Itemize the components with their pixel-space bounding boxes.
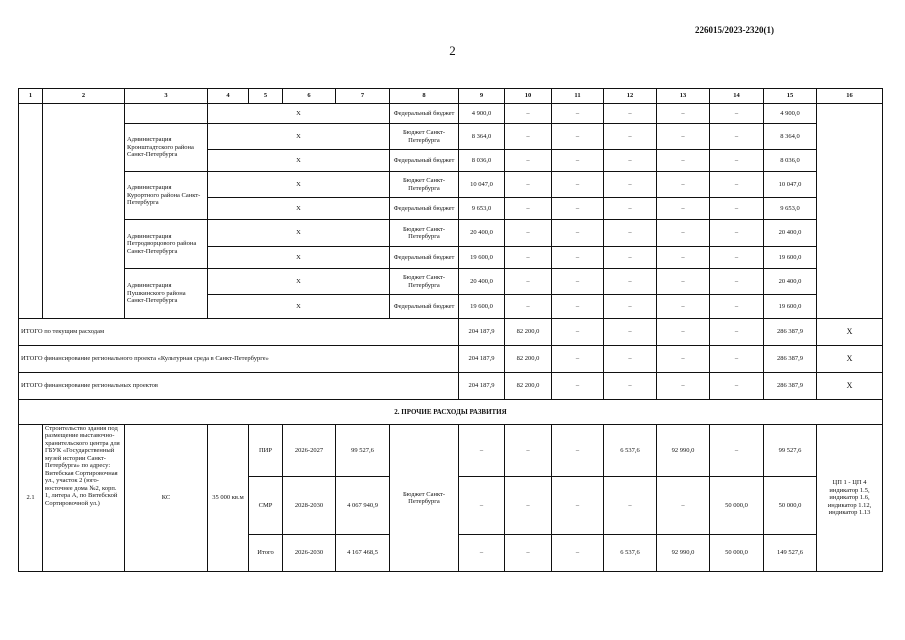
cell-value: 4 900,0	[459, 104, 505, 124]
cell-value: 6 537,6	[604, 535, 657, 572]
cell-dash: –	[505, 172, 552, 198]
cell-x: Х	[208, 124, 390, 150]
cell-x: Х	[208, 172, 390, 198]
cell-value: 82 200,0	[505, 373, 552, 400]
cell-value: 19 600,0	[764, 247, 817, 269]
cell-dash: –	[657, 220, 710, 247]
table-row	[19, 172, 883, 198]
cell-stage: ПИР	[249, 425, 283, 477]
cell-admin-name: Администрация Пушкинского района Санкт-Петербурга	[125, 269, 208, 319]
cell-budget: Федеральный бюджет	[390, 198, 459, 220]
col-header: 16	[817, 89, 883, 104]
cell-x: Х	[208, 198, 390, 220]
col-header: 13	[657, 89, 710, 104]
col-header: 1	[19, 89, 43, 104]
cell-dash: –	[552, 477, 604, 535]
cell-years: 2026-2030	[283, 535, 336, 572]
cell-stage: СМР	[249, 477, 283, 535]
cell-dash: –	[710, 319, 764, 346]
cell-dash: –	[710, 198, 764, 220]
cell-stage: Итого	[249, 535, 283, 572]
cell-dash: –	[505, 220, 552, 247]
cell-empty	[817, 104, 883, 319]
cell-x: Х	[208, 104, 390, 124]
section-title: 2. ПРОЧИЕ РАСХОДЫ РАЗВИТИЯ	[19, 400, 883, 425]
cell-dash: –	[604, 373, 657, 400]
cell-value: 286 387,9	[764, 346, 817, 373]
cell-item-capacity: 35 000 кв.м	[208, 425, 249, 572]
col-header: 12	[604, 89, 657, 104]
cell-dash: –	[505, 150, 552, 172]
cell-dash: –	[657, 346, 710, 373]
cell-dash: –	[710, 373, 764, 400]
total-label: ИТОГО финансирование региональных проектов	[19, 373, 459, 400]
cell-dash: –	[552, 124, 604, 150]
cell-value: 4 167 468,5	[336, 535, 390, 572]
cell-value: 82 200,0	[505, 346, 552, 373]
cell-dash: –	[604, 247, 657, 269]
cell-dash: –	[505, 535, 552, 572]
cell-value: 4 067 940,9	[336, 477, 390, 535]
cell-dash: –	[710, 346, 764, 373]
table-row	[19, 104, 883, 124]
cell-value: 10 047,0	[764, 172, 817, 198]
cell-value: 20 400,0	[764, 220, 817, 247]
cell-dash: –	[657, 198, 710, 220]
cell-item-number: 2.1	[19, 425, 43, 572]
cell-budget: Федеральный бюджет	[390, 295, 459, 319]
cell-value: 19 600,0	[459, 295, 505, 319]
cell-dash: –	[710, 124, 764, 150]
cell-dash: –	[552, 269, 604, 295]
cell-x: Х	[208, 150, 390, 172]
cell-years: 2028-2030	[283, 477, 336, 535]
table-row	[19, 220, 883, 247]
col-header: 10	[505, 89, 552, 104]
cell-dash: –	[552, 172, 604, 198]
cell-dash: –	[657, 124, 710, 150]
cell-dash: –	[657, 269, 710, 295]
cell-dash: –	[604, 295, 657, 319]
cell-budget: Бюджет Санкт-Петербурга	[390, 220, 459, 247]
cell-dash: –	[604, 269, 657, 295]
cell-dash: –	[657, 295, 710, 319]
cell-value: 20 400,0	[459, 269, 505, 295]
column-numbers-row	[19, 89, 883, 104]
total-row	[19, 346, 883, 373]
cell-value: 149 527,6	[764, 535, 817, 572]
cell-dash: –	[552, 220, 604, 247]
total-label: ИТОГО по текущим расходам	[19, 319, 459, 346]
col-header: 8	[390, 89, 459, 104]
cell-dash: –	[459, 425, 505, 477]
cell-dash: –	[657, 172, 710, 198]
cell-value: 82 200,0	[505, 319, 552, 346]
cell-dash: –	[552, 104, 604, 124]
cell-dash: –	[505, 104, 552, 124]
cell-dash: –	[552, 535, 604, 572]
cell-dash: –	[552, 295, 604, 319]
col-header: 5	[249, 89, 283, 104]
cell-dash: –	[552, 346, 604, 373]
cell-dash: –	[604, 198, 657, 220]
cell-value: 92 990,0	[657, 425, 710, 477]
table-row	[19, 124, 883, 150]
cell-value: 4 900,0	[764, 104, 817, 124]
cell-value: 8 036,0	[764, 150, 817, 172]
cell-value: –	[710, 425, 764, 477]
cell-value: 204 187,9	[459, 319, 505, 346]
cell-value: 19 600,0	[459, 247, 505, 269]
cell-budget: Федеральный бюджет	[390, 150, 459, 172]
cell-budget: Федеральный бюджет	[390, 104, 459, 124]
cell-admin-name: Администрация Петродворцового района Санкт-Петербурга	[125, 220, 208, 269]
table-row	[19, 269, 883, 295]
cell-x: Х	[208, 220, 390, 247]
cell-dash: –	[710, 247, 764, 269]
cell-value: 204 187,9	[459, 346, 505, 373]
cell-dash: –	[505, 247, 552, 269]
cell-dash: –	[657, 373, 710, 400]
table-row	[19, 425, 883, 477]
cell-dash: –	[604, 220, 657, 247]
cell-value: 9 653,0	[764, 198, 817, 220]
total-row	[19, 373, 883, 400]
cell-value: 20 400,0	[459, 220, 505, 247]
cell-empty	[19, 104, 43, 319]
cell-value: 8 364,0	[459, 124, 505, 150]
cell-value: 50 000,0	[710, 535, 764, 572]
cell-dash: –	[505, 124, 552, 150]
cell-dash: –	[657, 104, 710, 124]
cell-dash: –	[552, 425, 604, 477]
cell-value: 8 036,0	[459, 150, 505, 172]
cell-years: 2026-2027	[283, 425, 336, 477]
cell-value: 19 600,0	[764, 295, 817, 319]
cell-dash: –	[552, 247, 604, 269]
cell-value: 20 400,0	[764, 269, 817, 295]
cell-value: 6 537,6	[604, 425, 657, 477]
cell-dash: –	[657, 150, 710, 172]
cell-dash: –	[604, 150, 657, 172]
cell-dash: –	[604, 172, 657, 198]
cell-dash: –	[552, 198, 604, 220]
cell-item-name: Строительство здания под размещение выставочно-хранительского центра для ГБУК «Государственный музей истории Санкт-Петербурга» по адресу: Витебская Сортировочная ул., участок 2 (юго-восточнее дома №2, корп. 1, литера А, по Витебской Сортировочной ул.)	[43, 425, 125, 572]
cell-budget: Бюджет Санкт-Петербурга	[390, 172, 459, 198]
cell-value: 50 000,0	[764, 477, 817, 535]
col-header: 15	[764, 89, 817, 104]
col-header: 4	[208, 89, 249, 104]
cell-value: 50 000,0	[710, 477, 764, 535]
cell-admin-name: Администрация Курортного района Санкт-Петербурга	[125, 172, 208, 220]
cell-x: Х	[817, 346, 883, 373]
cell-item-kind: КС	[125, 425, 208, 572]
section-row	[19, 400, 883, 425]
total-label: ИТОГО финансирование регионального проекта «Культурная среда в Санкт-Петербурге»	[19, 346, 459, 373]
cell-dash: –	[604, 319, 657, 346]
cell-budget: Федеральный бюджет	[390, 247, 459, 269]
cell-value: 92 990,0	[657, 535, 710, 572]
cell-dash: –	[505, 198, 552, 220]
cell-x: Х	[208, 247, 390, 269]
cell-budget: Бюджет Санкт-Петербурга	[390, 269, 459, 295]
cell-dash: –	[552, 150, 604, 172]
cell-value: 204 187,9	[459, 373, 505, 400]
cell-indicators: ЦП 1 - ЦП 4 индикатор 1.5, индикатор 1.6, индикатор 1.12, индикатор 1.13	[817, 425, 883, 572]
cell-value: 8 364,0	[764, 124, 817, 150]
cell-value: –	[604, 477, 657, 535]
cell-empty	[43, 104, 125, 319]
budget-table	[18, 88, 883, 572]
cell-dash: –	[710, 172, 764, 198]
cell-dash: –	[459, 535, 505, 572]
col-header: 11	[552, 89, 604, 104]
col-header: 6	[283, 89, 336, 104]
cell-dash: –	[604, 124, 657, 150]
cell-dash: –	[710, 269, 764, 295]
cell-budget: Бюджет Санкт-Петербурга	[390, 124, 459, 150]
cell-dash: –	[604, 346, 657, 373]
col-header: 7	[336, 89, 390, 104]
cell-dash: –	[710, 104, 764, 124]
cell-value: 10 047,0	[459, 172, 505, 198]
cell-dash: –	[505, 425, 552, 477]
cell-dash: –	[657, 247, 710, 269]
cell-dash: –	[505, 477, 552, 535]
cell-dash: –	[552, 373, 604, 400]
cell-dash: –	[710, 295, 764, 319]
col-header: 9	[459, 89, 505, 104]
col-header: 14	[710, 89, 764, 104]
cell-value: –	[657, 477, 710, 535]
cell-empty	[125, 104, 208, 124]
cell-dash: –	[505, 269, 552, 295]
cell-value: 9 653,0	[459, 198, 505, 220]
cell-value: 99 527,6	[336, 425, 390, 477]
cell-dash: –	[710, 220, 764, 247]
page-number: 2	[449, 43, 456, 58]
col-header: 2	[43, 89, 125, 104]
document-number: 226015/2023-2320(1)	[695, 25, 774, 35]
total-row	[19, 319, 883, 346]
cell-dash: –	[604, 104, 657, 124]
cell-dash: –	[459, 477, 505, 535]
cell-x: Х	[208, 295, 390, 319]
cell-x: Х	[208, 269, 390, 295]
cell-dash: –	[657, 319, 710, 346]
cell-value: 286 387,9	[764, 373, 817, 400]
cell-dash: –	[552, 319, 604, 346]
col-header: 3	[125, 89, 208, 104]
cell-dash: –	[710, 150, 764, 172]
cell-dash: –	[505, 295, 552, 319]
cell-value: 286 387,9	[764, 319, 817, 346]
cell-value: 99 527,6	[764, 425, 817, 477]
cell-x: Х	[817, 373, 883, 400]
cell-admin-name: Администрация Кронштадтского района Санкт-Петербурга	[125, 124, 208, 172]
cell-budget: Бюджет Санкт-Петербурга	[390, 425, 459, 572]
cell-x: Х	[817, 319, 883, 346]
